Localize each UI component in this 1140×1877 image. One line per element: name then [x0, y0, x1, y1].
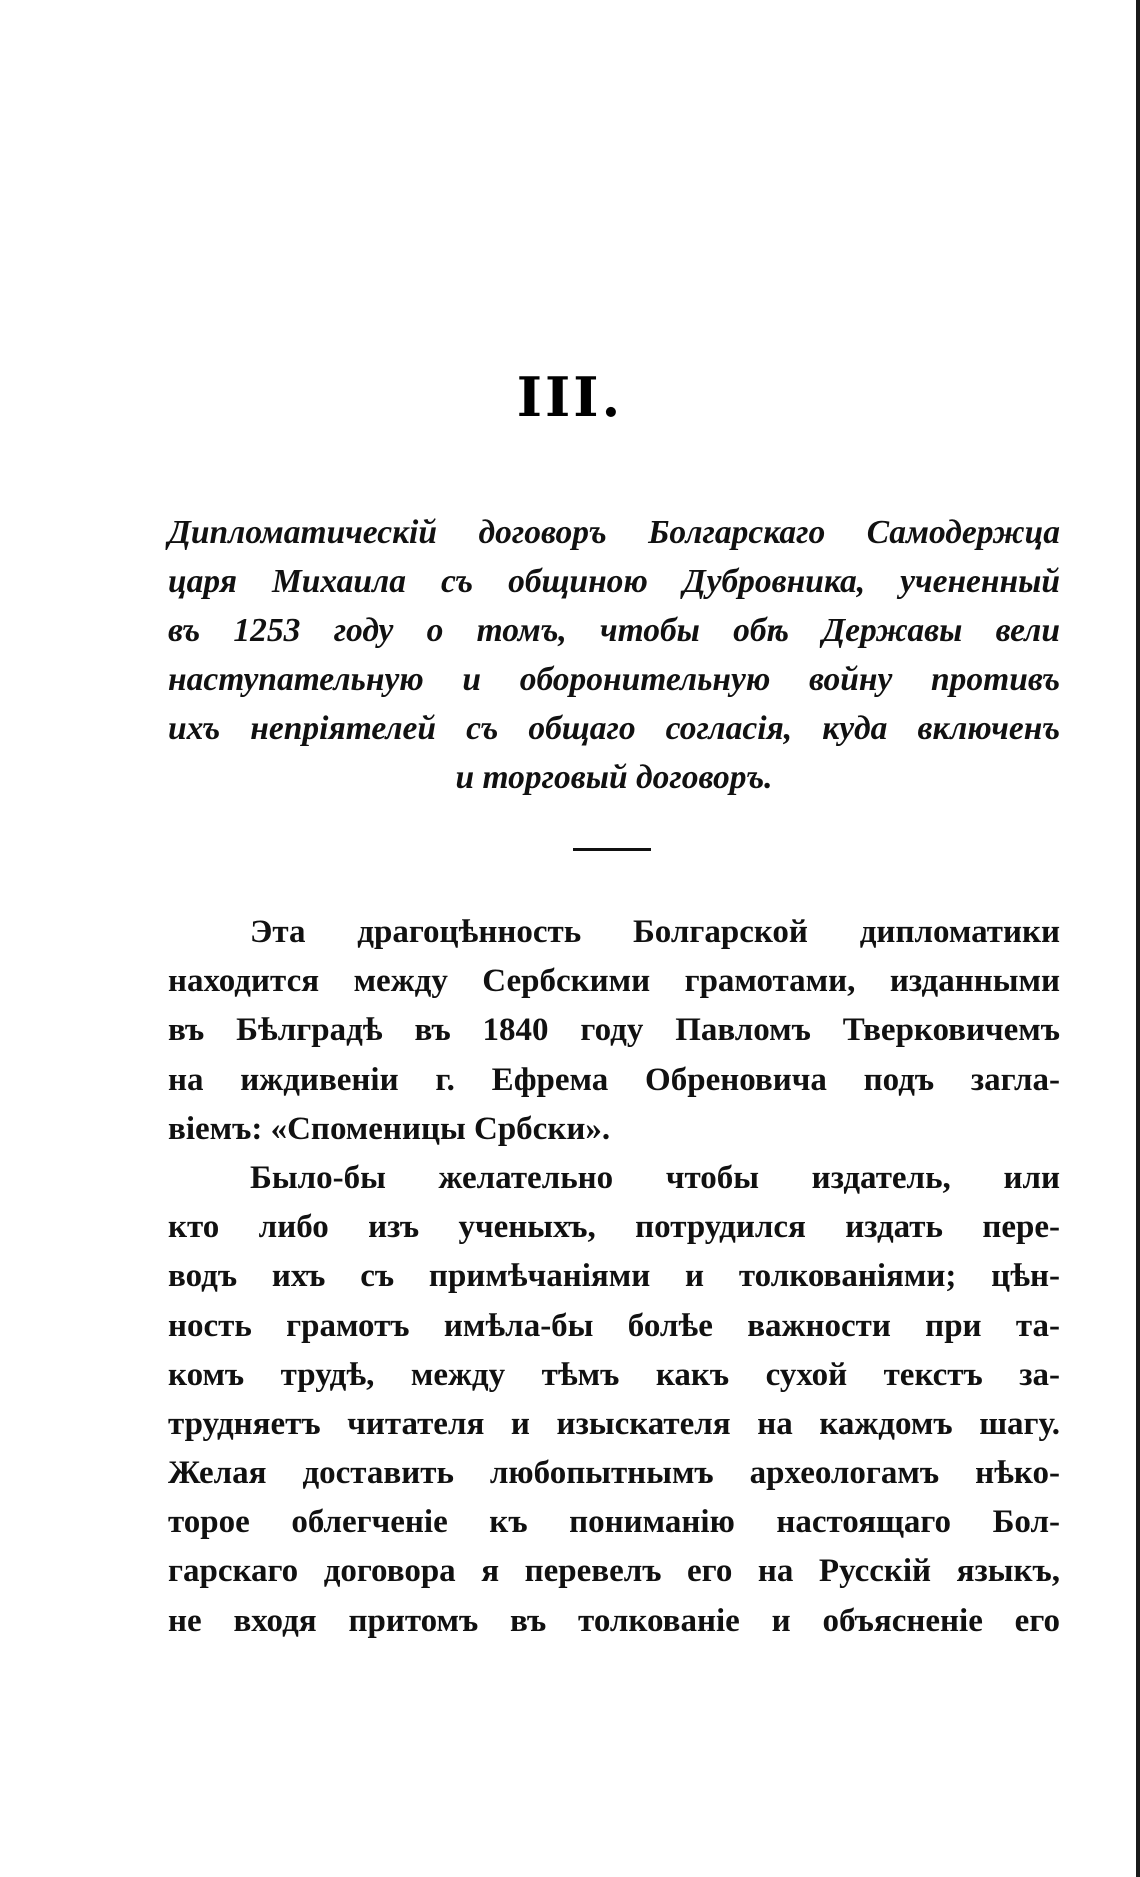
body-line: комъ трудѣ, между тѣмъ какъ сухой текстъ за- [168, 1356, 1060, 1393]
body-line: водъ ихъ съ примѣчаніями и толкованіями; цѣн- [168, 1258, 1060, 1295]
body-line: Желая доставить любопытнымъ археологамъ нѣко- [168, 1455, 1060, 1492]
heading-line: ихъ непріятелей съ общаго согласія, куда включенъ [168, 710, 1060, 747]
body-line: ность грамотъ имѣла-бы болѣе важности при та- [168, 1307, 1060, 1344]
heading-line: и торговый договоръ. [455, 759, 773, 796]
chapter-heading [168, 508, 1060, 802]
heading-line: царя Михаила съ общиною Дубровника, учененный [168, 563, 1060, 600]
heading-line: Дипломатическій договоръ Болгарскаго Самодержца [168, 514, 1060, 551]
body-line: гарскаго договора я перевелъ его на Русскій языкъ, [168, 1553, 1060, 1590]
section-divider [573, 848, 651, 851]
body-line: кто либо изъ ученыхъ, потрудился издать пере- [168, 1209, 1060, 1246]
body-line: Эта драгоцѣнность Болгарской дипломатики [250, 914, 1060, 950]
body-line: въ Бѣлградѣ въ 1840 году Павломъ Тверковичемъ [168, 1012, 1060, 1049]
body-text [168, 908, 1060, 1646]
body-line: находится между Сербскими грамотами, изданными [168, 963, 1060, 1000]
heading-line: въ 1253 году о томъ, чтобы обѣ Державы вели [168, 612, 1060, 649]
body-line: трудняетъ читателя и изыскателя на каждомъ шагу. [168, 1405, 1060, 1442]
body-line: Было-бы желательно чтобы издатель, или [250, 1159, 1060, 1196]
body-line: на иждивеніи г. Ефрема Обреновича подъ загла- [168, 1061, 1060, 1098]
page-edge-shadow [1136, 0, 1140, 1877]
body-line: торое облегченіе къ пониманію настоящаго Бол- [168, 1504, 1060, 1541]
heading-line: наступательную и оборонительную войну противъ [168, 661, 1060, 698]
body-line: не входя притомъ въ толкованіе и объясненіе его [168, 1602, 1060, 1639]
body-line: віемъ: «Споменицы Србски». [168, 1110, 611, 1147]
chapter-number: III. [516, 365, 624, 429]
